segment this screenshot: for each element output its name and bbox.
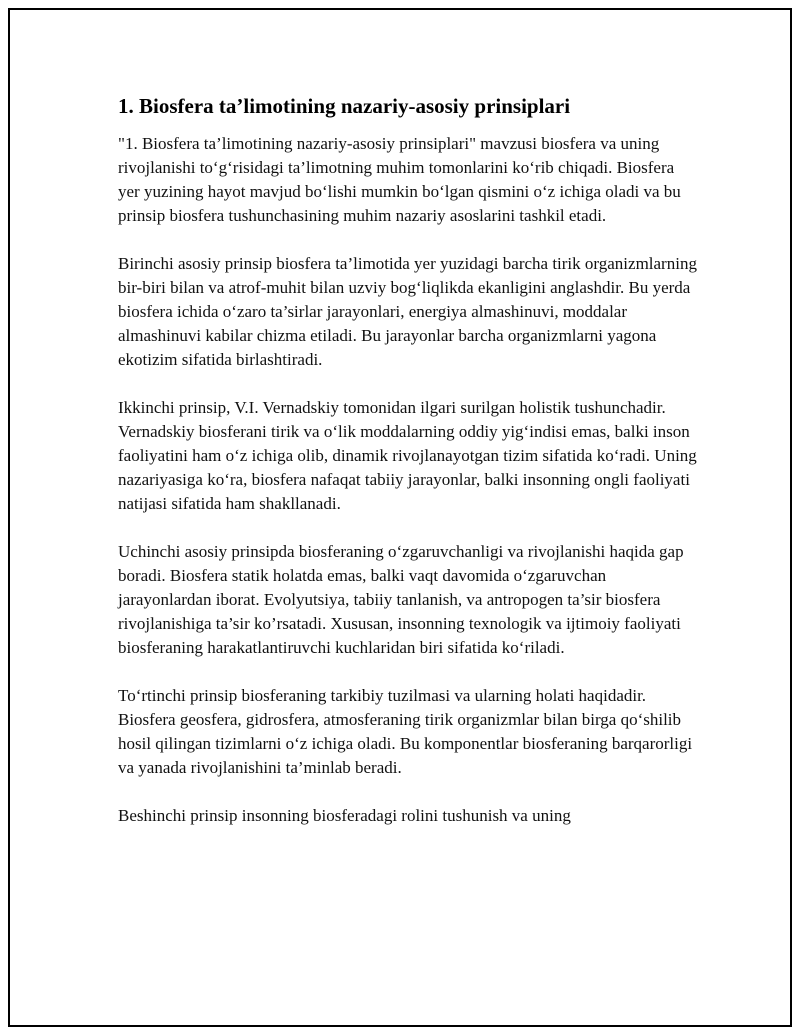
paragraph-third-principle: Uchinchi asosiy prinsipda biosferaning o‘zgaruvchanligi va rivojlanishi haqida gap boradi. Biosfera statik holatda emas, balki vaqt davomida o‘zgaruvchan jarayonlardan iborat. Evolyutsiya, tabiiy tanlanish, va antropogen ta’sir biosfera rivojlanishiga ta’sir ko’rsatadi. Xususan, insonning texnologik va ijtimoiy faoliyati biosferaning harakatlantiruvchi kuchlaridan biri sifatida ko‘riladi. [118, 542, 684, 657]
paragraph-second-principle: Ikkinchi prinsip, V.I. Vernadskiy tomonidan ilgari surilgan holistik tushunchadir. Vernadskiy biosferani tirik va o‘lik moddalarning oddiy yig‘indisi emas, balki inson faoliyatini ham o‘z ichiga olib, dinamik rivojlanayotgan tizim sifatida ko‘radi. Uning nazariyasiga ko‘ra, biosfera nafaqat tabiiy jarayonlar, balki insonning ongli faoliyati natijasi sifatida ham shakllanadi. [118, 398, 697, 513]
paragraph-intro: "1. Biosfera ta’limotining nazariy-asosiy prinsiplari" mavzusi biosfera va uning rivojlanishi to‘g‘risidagi ta’limotning muhim tomonlarini ko‘rib chiqadi. Biosfera yer yuzining hayot mavjud bo‘lishi mumkin bo‘lgan qismini o‘z ichiga oladi va bu prinsip biosfera tushunchasining muhim nazariy asoslarini tashkil etadi. [118, 134, 681, 225]
paragraph-first-principle: Birinchi asosiy prinsip biosfera ta’limotida yer yuzidagi barcha tirik organizmlarning bir-biri bilan va atrof-muhit bilan uzviy bog‘liqlikda ekanligini anglashdir. Bu yerda biosfera ichida o‘zaro ta’sirlar jarayonlari, energiya almashinuvi, moddalar almashinuvi kabilar chizma etiladi. Bu jarayonlar barcha organizmlarni yagona ekotizim sifatida birlashtiradi. [118, 254, 697, 369]
document-page [8, 8, 792, 1027]
section-heading: 1. Biosfera ta’limotining nazariy-asosiy prinsiplari [118, 94, 571, 118]
document-body [118, 92, 698, 852]
paragraph-fifth-principle: Beshinchi prinsip insonning biosferadagi rolini tushunish va uning [118, 806, 571, 825]
paragraph-fourth-principle: To‘rtinchi prinsip biosferaning tarkibiy tuzilmasi va ularning holati haqidadir. Biosfera geosfera, gidrosfera, atmosferaning tirik organizmlar bilan birga qo‘shilib hosil qilingan tizimlarni o‘z ichiga oladi. Bu komponentlar biosferaning barqarorligi va yanada rivojlanishini ta’minlab beradi. [118, 686, 693, 777]
